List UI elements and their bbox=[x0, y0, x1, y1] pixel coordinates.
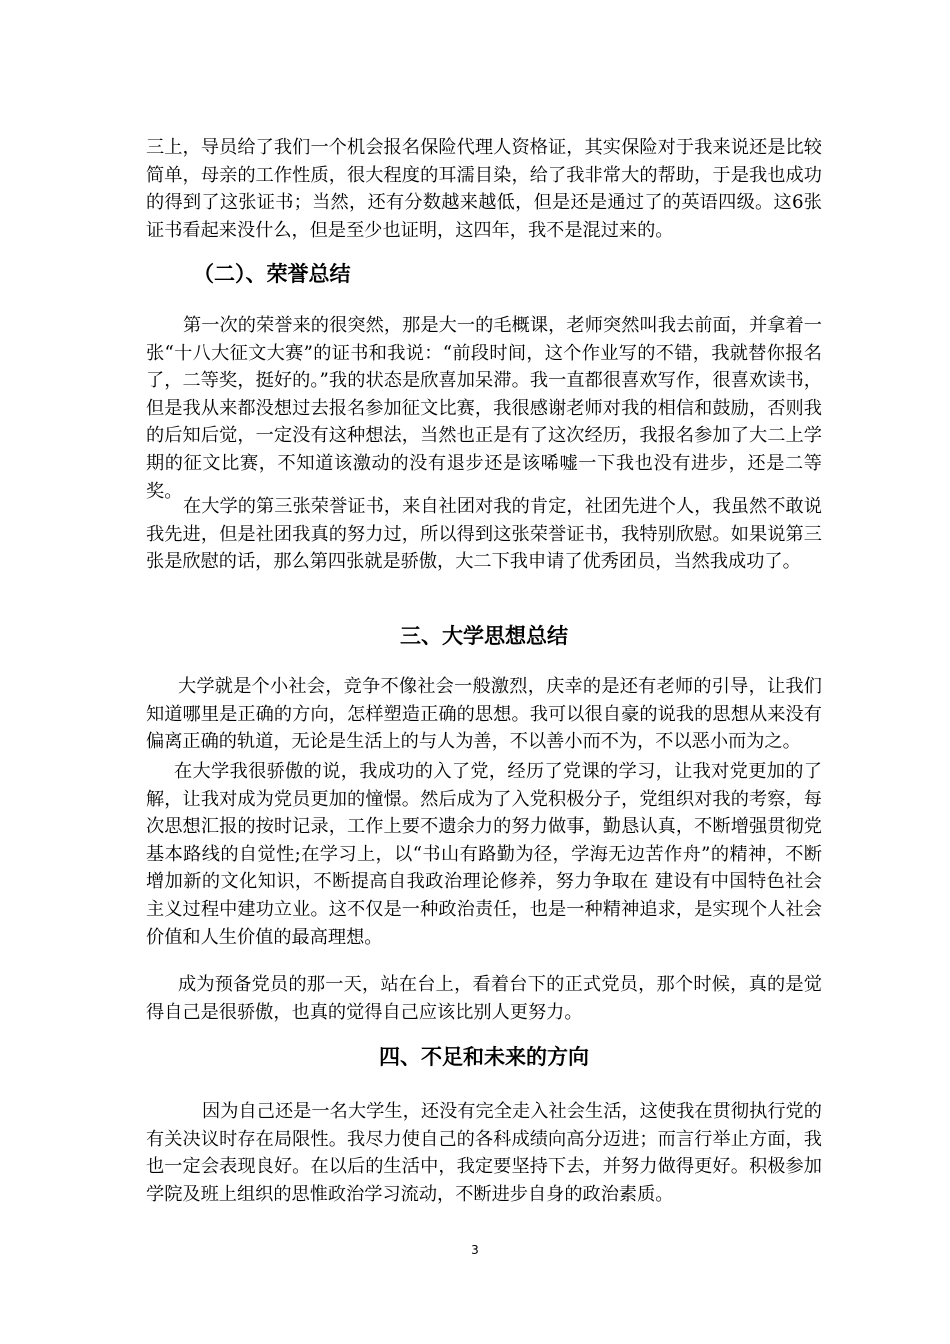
thought-paragraph-1: 大学就是个小社会，竞争不像社会一般激烈，庆幸的是还有老师的引导，让我们知道哪里是正确的方向，怎样塑造正确的思想。我可以很自豪的说我的思想从来没有偏离正确的轨道，无论是生活上的与人为善，不以善小而不为，不以恶小而为之。 bbox=[146, 676, 822, 753]
section-heading-honor: （二）、荣誉总结 bbox=[193, 262, 351, 286]
intro-paragraph: 三上，导员给了我们一个机会报名保险代理人资格证，其实保险对于我来说还是比较简单，母亲的工作性质，很大程度的耳濡目染，给了我非常大的帮助，于是我也成功的得到了这张证书；当然，还有分数越来越低，但是还是通过了的英语四级。这6张证书看起来没什么，但是至少也证明，这四年，我不是混过来的。 bbox=[146, 137, 822, 241]
honor-paragraph-1: 第一次的荣誉来的很突然，那是大一的毛概课，老师突然叫我去前面，并拿着一张“十八大征文大赛”的证书和我说：“前段时间，这个作业写的不错，我就替你报名了，二等奖，挺好的。”我的状态是欣喜加呆滞。我一直都很喜欢写作，很喜欢读书，但是我从来都没想过去报名参加征文比赛，我很感谢老师对我的相信和鼓励，否则我的后知后觉，一定没有这种想法，当然也正是有了这次经历，我报名参加了大二上学期的征文比赛，不知道该激动的没有退步还是该唏嘘一下我也没有进步，还是二等奖。 bbox=[146, 315, 822, 502]
future-paragraph-1: 因为自己还是一名大学生，还没有完全走入社会生活，这使我在贯彻执行党的有关决议时存在局限性。我尽力使自己的各科成绩向高分迈进；而言行举止方面，我也一定会表现良好。在以后的生活中，我定要坚持下去，并努力做得更好。积极参加学院及班上组织的思惟政治学习流动，不断进步自身的政治素质。 bbox=[146, 1101, 822, 1205]
thought-paragraph-3: 成为预备党员的那一天，站在台上，看着台下的正式党员，那个时候，真的是觉得自己是很骄傲，也真的觉得自己应该比别人更努力。 bbox=[146, 974, 822, 1023]
thought-paragraph-2: 在大学我很骄傲的说，我成功的入了党，经历了党课的学习，让我对党更加的了解，让我对成为党员更加的憧憬。然后成为了入党积极分子，党组织对我的考察，每次思想汇报的按时记录，工作上要不遗余力的努力做事，勤恳认真，不断增强贯彻党基本路线的自觉性;在学习上，以“书山有路勤为径，学海无边苦作舟”的精神，不断增加新的文化知识，不断提高自我政治理论修养，努力争取在 建设有中国特色社会主义过程中建功立业。这不仅是一种政治责任，也是一种精神追求，是实现个人社会价值和人生价值的最高理想。 bbox=[146, 761, 822, 948]
section-heading-future: 四、不足和未来的方向 bbox=[379, 1045, 589, 1069]
page-number: 3 bbox=[471, 1243, 479, 1257]
honor-paragraph-2: 在大学的第三张荣誉证书，来自社团对我的肯定，社团先进个人，我虽然不敢说我先进，但是社团我真的努力过，所以得到这张荣誉证书，我特别欣慰。如果说第三张是欣慰的话，那么第四张就是骄傲，大二下我申请了优秀团员，当然我成功了。 bbox=[146, 496, 822, 573]
section-heading-thought: 三、大学思想总结 bbox=[400, 624, 568, 648]
